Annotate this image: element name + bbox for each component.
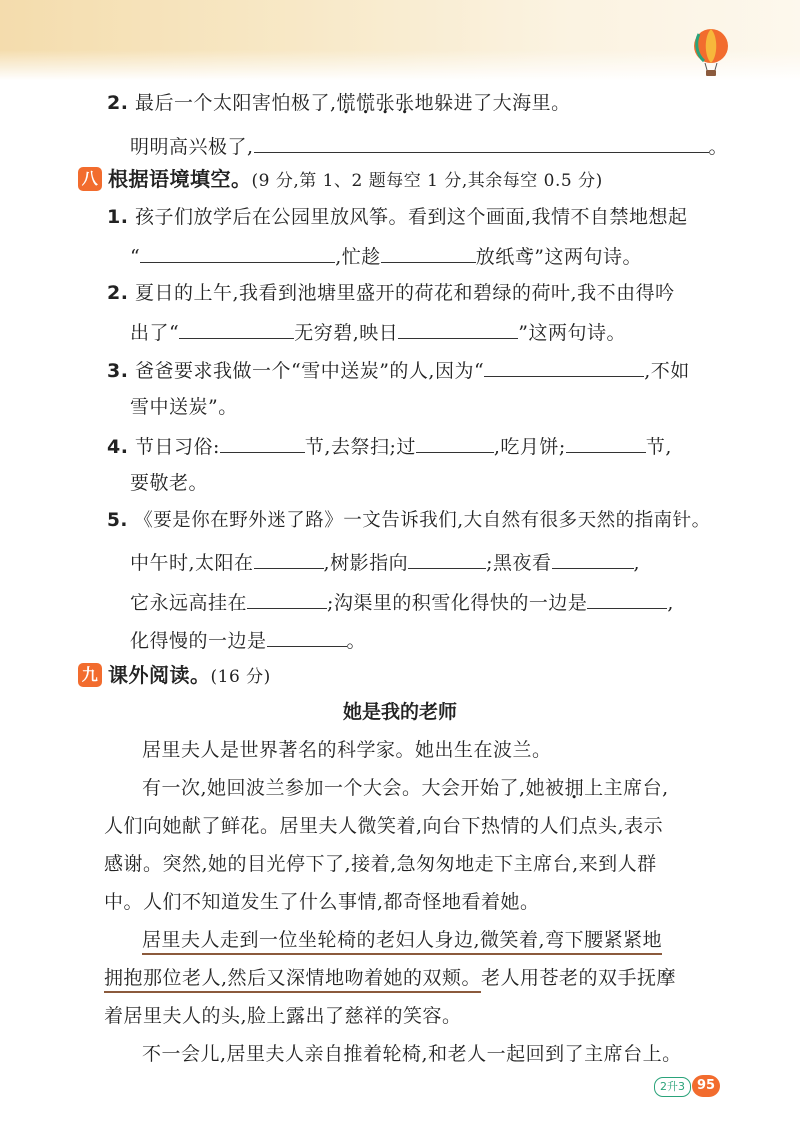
section9-header — [78, 660, 271, 692]
text: 《要是你在野外迷了路》一文告诉我们,大自然有很多天然的指南针。 — [134, 510, 711, 531]
text: 出了“ — [130, 322, 180, 344]
text: 节日习俗: — [135, 436, 220, 458]
answer-blank[interactable] — [220, 430, 305, 453]
s8-q5-line1 — [107, 506, 711, 536]
underlined-sentence: 居里夫人走到一位坐轮椅的老妇人身边,微笑着,弯下腰紧紧地 — [142, 929, 662, 955]
article-line — [142, 925, 662, 955]
emphasis-char: 慌 — [356, 92, 376, 114]
text: , — [633, 552, 641, 574]
page-number-badge — [654, 1075, 724, 1097]
article-line — [104, 811, 663, 841]
text: 要敬老。 — [130, 472, 209, 494]
text: 。 — [346, 630, 367, 652]
article-line — [104, 1001, 462, 1031]
text: 放纸鸢”这两句诗。 — [475, 246, 642, 268]
emphasis-char: 慌 — [336, 92, 357, 114]
answer-blank[interactable] — [267, 624, 347, 647]
answer-blank[interactable] — [381, 240, 476, 263]
emphasis-char: 张 — [375, 92, 396, 114]
s8-q1-line1 — [107, 202, 688, 232]
text: ,树影指向 — [323, 552, 409, 574]
question-number: 3. — [107, 360, 129, 382]
text: 上主席台, — [584, 777, 669, 799]
text: 孩子们放学后在公园里放风筝。看到这个画面,我情不自禁地想起 — [135, 206, 688, 228]
s8-q4-line2 — [130, 468, 208, 498]
answer-blank[interactable] — [398, 316, 518, 339]
text: ”这两句诗。 — [518, 322, 626, 344]
s8-q3-line2 — [130, 392, 238, 422]
hot-air-balloon-icon — [690, 28, 732, 78]
underlined-sentence: 拥抱那位老人,然后又深情地吻着她的双颊。 — [104, 967, 481, 993]
text: ,不如 — [644, 360, 690, 382]
emphasis-char: 拥 — [564, 777, 585, 799]
answer-blank[interactable] — [408, 546, 486, 569]
section-title: 课外阅读。 — [108, 663, 211, 687]
text: 化得慢的一边是 — [130, 630, 267, 652]
answer-blank[interactable] — [254, 546, 324, 569]
text: 中午时,太阳在 — [130, 552, 254, 574]
question-number: 1. — [107, 206, 129, 228]
question-number: 2. — [107, 92, 129, 114]
s8-q5-line2 — [130, 546, 640, 578]
article-line — [142, 773, 669, 803]
text: 节,去祭扫;过 — [304, 436, 416, 458]
s8-q2-line2 — [130, 316, 626, 348]
section-score-note: (9 分,第 1、2 题每空 1 分,其余每空 0.5 分) — [251, 171, 603, 191]
page-number: 95 — [692, 1075, 720, 1097]
section-number-badge: 八 — [78, 167, 102, 191]
s8-q2-line1 — [107, 278, 675, 308]
grade-label: 2升3 — [654, 1077, 691, 1097]
section-number-badge: 九 — [78, 663, 102, 687]
emphasis-char: 张 — [395, 92, 415, 114]
text: 节, — [645, 436, 672, 458]
answer-blank[interactable] — [552, 546, 634, 569]
text: 明明高兴极了, — [130, 136, 254, 158]
answer-blank[interactable] — [247, 586, 327, 609]
text: 夏日的上午,我看到池塘里盛开的荷花和碧绿的荷叶,我不由得吟 — [135, 282, 675, 304]
answer-blank[interactable] — [254, 130, 709, 153]
text: 。 — [708, 136, 729, 158]
text: ;黑夜看 — [486, 552, 552, 574]
section-title: 根据语境填空。 — [108, 167, 252, 191]
text: 最后一个太阳害怕极了, — [135, 92, 337, 114]
q7-item2-line2 — [130, 130, 728, 162]
text: ;沟渠里的积雪化得快的一边是 — [327, 592, 588, 614]
s8-q1-line2 — [130, 240, 642, 272]
section8-header — [78, 164, 603, 196]
answer-blank[interactable] — [416, 430, 494, 453]
s8-q5-line4 — [130, 624, 366, 656]
text: 老人用苍老的双手抚摩 — [481, 967, 677, 989]
answer-blank[interactable] — [484, 354, 644, 377]
s8-q3-line1 — [107, 354, 690, 386]
article-title: 她是我的老师 — [342, 701, 457, 723]
question-number: 4. — [107, 436, 129, 458]
text: 居里夫人是世界著名的科学家。她出生在波兰。 — [142, 739, 552, 761]
text: “ — [130, 246, 141, 268]
text: 爸爸要求我做一个“雪中送炭”的人,因为“ — [135, 360, 485, 382]
question-number: 2. — [107, 282, 129, 304]
text: 有一次,她回波兰参加一个大会。大会开始了,她被 — [142, 777, 565, 799]
answer-blank[interactable] — [587, 586, 667, 609]
article-line — [104, 887, 540, 917]
article-paragraph — [142, 735, 552, 765]
top-banner — [0, 0, 800, 80]
answer-blank[interactable] — [140, 240, 335, 263]
s8-q5-line3 — [130, 586, 674, 618]
text: 不一会儿,居里夫人亲自推着轮椅,和老人一起回到了主席台上。 — [142, 1043, 682, 1065]
text: 人们向她献了鲜花。居里夫人微笑着,向台下热情的人们点头,表示 — [104, 815, 664, 837]
s8-q4-line1 — [107, 430, 672, 462]
text: ,吃月饼; — [493, 436, 566, 458]
answer-blank[interactable] — [566, 430, 646, 453]
section-score-note: (16 分) — [210, 667, 271, 687]
text: 无穷碧,映日 — [294, 322, 399, 344]
article-line — [104, 849, 657, 879]
question-number: 5. — [107, 510, 128, 531]
q7-item2-line1 — [107, 88, 571, 118]
text: 它永远高挂在 — [130, 592, 248, 614]
answer-blank[interactable] — [179, 316, 294, 339]
text: 雪中送炭”。 — [130, 396, 238, 418]
text: 感谢。突然,她的目光停下了,接着,急匆匆地走下主席台,来到人群 — [104, 853, 657, 875]
text: 地躲进了大海里。 — [414, 92, 571, 114]
text: 中。人们不知道发生了什么事情,都奇怪地看着她。 — [104, 891, 540, 913]
article-line — [104, 963, 676, 993]
text: , — [667, 592, 674, 614]
text: ,忙趁 — [335, 246, 381, 268]
text: 着居里夫人的头,脸上露出了慈祥的笑容。 — [104, 1005, 462, 1027]
article-line — [142, 1039, 682, 1069]
